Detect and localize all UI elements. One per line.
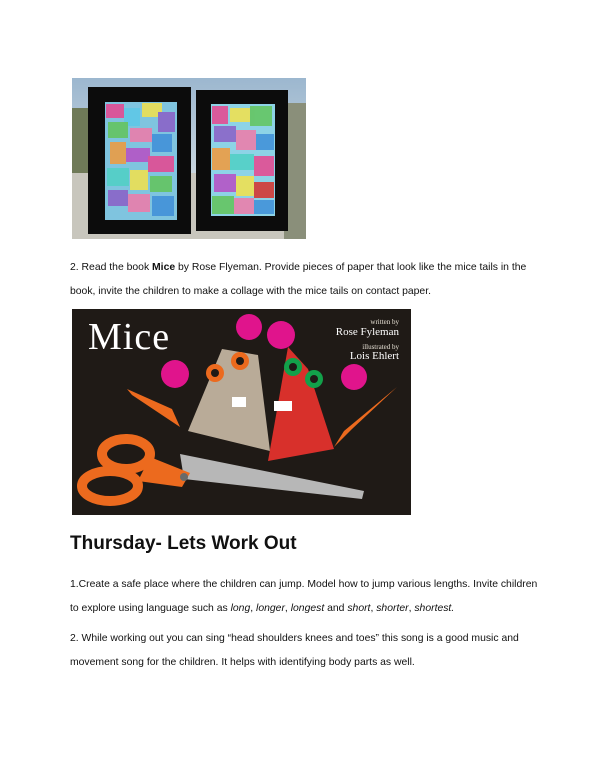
book-title: Mice [152,262,176,273]
cover-illustrated-by: illustrated by [362,343,399,351]
song-paragraph: 2. While working out you can sing “head shoulders knees and toes” this song is a good music and movement song for the children. It helps with identifying body parts as well. [70,633,519,668]
cover-illustrator: Lois Ehlert [349,350,399,362]
section-heading: Thursday- Lets Work Out [70,533,297,554]
tissue-collage-photo [72,78,306,239]
jump-activity-paragraph: 1.Create a safe place where the children can jump. Model how to jump various lengths. Invite children to explore using language such as long, longer, longest and short, shorter, shortest. [70,579,538,614]
cover-written-by: written by [370,318,399,326]
mice-book-cover [72,309,411,515]
cover-title: Mice [88,316,171,358]
cover-author: Rose Fyleman [335,326,399,338]
book-activity-paragraph: 2. Read the book Mice by Rose Flyeman. Provide pieces of paper that look like the mice tails in the book, invite the children to make a collage with the mice tails on contact paper. [70,262,527,297]
